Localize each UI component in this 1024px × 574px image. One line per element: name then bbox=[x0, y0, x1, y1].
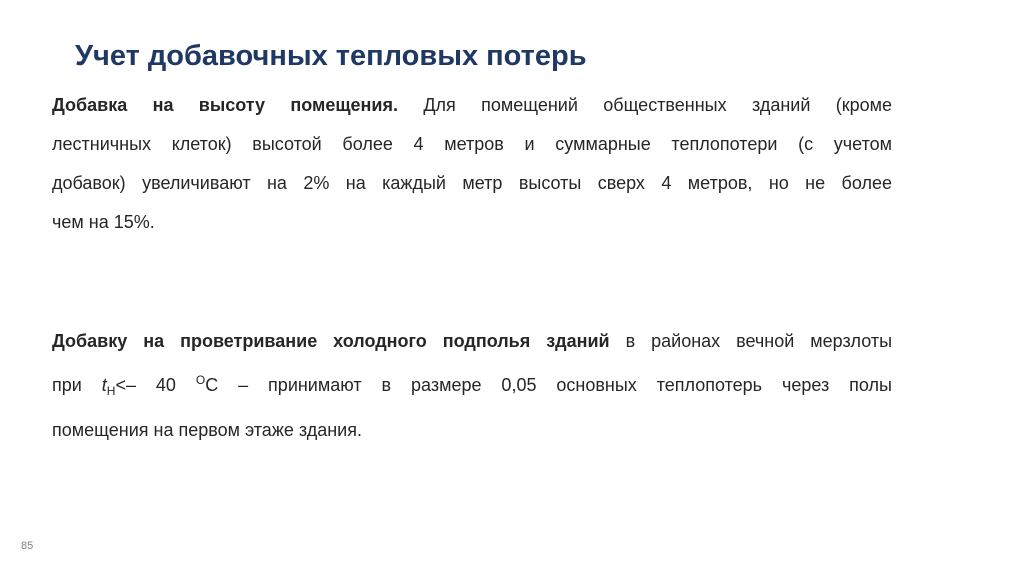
height-addition-heading: Добавка на высоту помещения. bbox=[52, 95, 398, 115]
page-number: 85 bbox=[21, 540, 34, 552]
ventilation-addition-heading: Добавку на проветривание холодного подполья зданий bbox=[52, 331, 610, 351]
formula-suffix: С – принимают в размере 0,05 основных теплопотерь через полы bbox=[205, 375, 892, 395]
paragraph-text: в районах вечной мерзлоты bbox=[609, 331, 893, 351]
paragraph-text: Для помещений общественных зданий (кроме bbox=[398, 95, 892, 115]
temperature-symbol: t bbox=[101, 375, 107, 395]
degree-superscript: O bbox=[195, 373, 206, 387]
paragraph-line bbox=[52, 322, 892, 361]
temperature-subscript: Н bbox=[106, 384, 116, 398]
height-addition-paragraph bbox=[52, 86, 892, 242]
paragraph-line: чем на 15%. bbox=[52, 212, 155, 232]
formula-prefix: при bbox=[52, 375, 102, 395]
paragraph-line-formula bbox=[52, 361, 892, 411]
paragraph-line: лестничных клеток) высотой более 4 метров и суммарные теплопотери (с учетом bbox=[52, 134, 892, 154]
paragraph-line: добавок) увеличивают на 2% на каждый метр высоты сверх 4 метров, но не более bbox=[52, 173, 892, 193]
paragraph-line bbox=[52, 86, 892, 125]
paragraph-line: помещения на первом этаже здания. bbox=[52, 420, 362, 440]
slide-title: Учет добавочных тепловых потерь bbox=[75, 40, 587, 72]
ventilation-addition-paragraph bbox=[52, 322, 892, 450]
formula-middle: <– 40 bbox=[115, 375, 196, 395]
